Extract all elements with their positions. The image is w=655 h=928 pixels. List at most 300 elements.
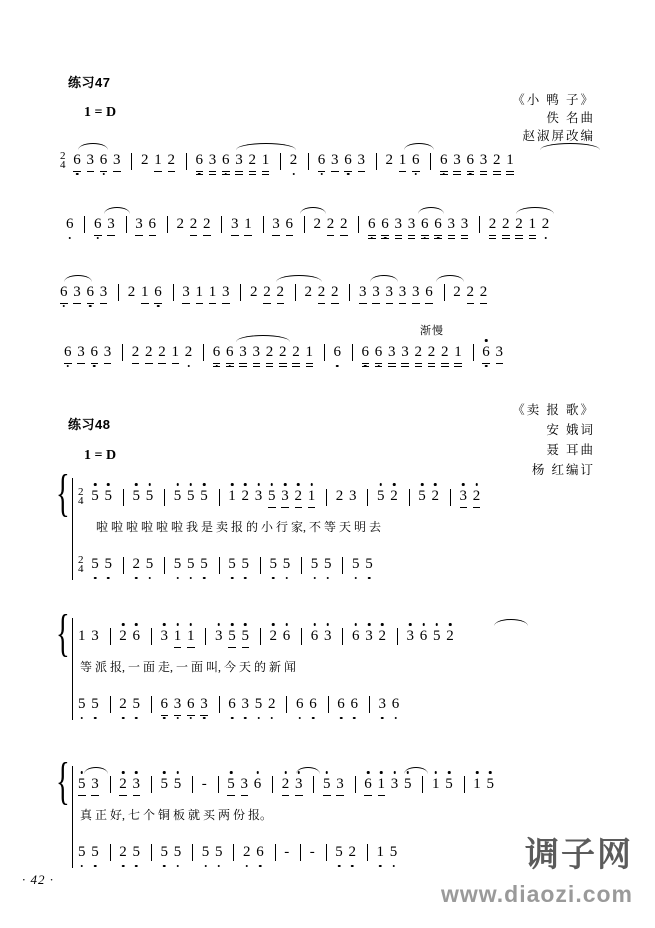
note: 3: [77, 344, 85, 361]
note: 5: [323, 776, 331, 793]
barline: [342, 557, 343, 574]
barline: [473, 344, 474, 361]
note: 3: [391, 776, 399, 793]
note: 6: [318, 152, 326, 169]
note: 2: [132, 344, 140, 361]
note: 5: [352, 556, 360, 573]
note: 2: [502, 216, 510, 233]
note: 6: [100, 152, 108, 169]
note: 5: [161, 844, 169, 861]
note: 2: [489, 216, 497, 233]
note: 5: [433, 628, 441, 645]
note: 2: [250, 284, 258, 300]
note: 3: [91, 628, 99, 644]
slur: [436, 275, 464, 282]
barline: [123, 489, 124, 506]
note: 3: [395, 216, 403, 233]
barline: [110, 776, 111, 793]
exercise-47-credit-1: 佚 名曲: [546, 111, 595, 125]
slur: [78, 143, 108, 150]
note: 3: [365, 628, 373, 645]
note: 5: [200, 488, 208, 505]
note: 6: [226, 344, 234, 361]
note: 6: [362, 344, 370, 361]
note: 2: [292, 344, 300, 361]
note: 2: [304, 284, 312, 300]
barline: [167, 216, 168, 233]
note: 5: [227, 776, 235, 793]
page-number: · 42 ·: [22, 872, 54, 887]
note: 3: [379, 696, 387, 713]
note: 5: [215, 844, 223, 861]
barline: [123, 557, 124, 574]
note: 3: [372, 284, 380, 301]
note: 6: [381, 216, 389, 233]
note: 3: [242, 696, 250, 713]
note: 2: [335, 488, 344, 505]
note: 3: [359, 284, 367, 301]
note: 3: [241, 776, 249, 793]
note: 5: [228, 628, 236, 645]
barline: [301, 628, 302, 645]
ex47-staff-row-1: [60, 152, 516, 170]
slur: [418, 207, 444, 214]
note: 2: [493, 152, 501, 169]
tempo-marking: 渐慢: [420, 325, 444, 337]
barline: [118, 284, 119, 301]
slur: [296, 767, 320, 774]
note: 3: [255, 488, 263, 505]
barline: [349, 284, 350, 301]
note: 6: [161, 696, 169, 713]
note: 1: [399, 152, 407, 169]
note: 2: [441, 344, 449, 361]
slur: [516, 207, 554, 214]
note: 5: [146, 488, 154, 505]
barline: [233, 844, 234, 861]
system-barline: [72, 618, 73, 720]
barline: [164, 489, 165, 506]
slur: [494, 619, 528, 626]
note: 3: [100, 284, 108, 301]
note: 3: [174, 696, 182, 713]
note: 2: [282, 776, 290, 793]
note: 6: [64, 344, 72, 361]
barline: [422, 776, 423, 793]
note: 6: [392, 696, 400, 713]
note: 2: [318, 284, 326, 301]
barline: [131, 153, 132, 170]
system-barline: [72, 478, 73, 580]
slur: [404, 767, 428, 774]
slur: [236, 335, 290, 342]
note: 6: [187, 696, 195, 713]
note: 1: [154, 152, 162, 169]
barline: [308, 153, 309, 170]
barline: [430, 153, 431, 170]
note: 2: [515, 216, 523, 233]
time-signature: 2 4: [78, 486, 84, 507]
note: 2: [415, 344, 423, 361]
note: 5: [283, 556, 291, 573]
note: 2: [467, 284, 475, 301]
note: 5: [78, 776, 86, 793]
note: 2: [349, 844, 357, 861]
note: 5: [78, 844, 86, 861]
note: 6: [421, 216, 429, 233]
note: 2: [119, 696, 127, 713]
note: 2: [385, 152, 393, 169]
barline: [221, 216, 222, 233]
note: 5: [418, 488, 426, 505]
note: 3: [386, 284, 394, 301]
note: 3: [239, 344, 247, 361]
barline: [272, 776, 273, 793]
note: 6: [368, 216, 376, 233]
barline: [342, 628, 343, 645]
note: 3: [408, 216, 416, 233]
note: 3: [496, 344, 504, 361]
note: 6: [154, 284, 162, 301]
note: 2: [242, 488, 250, 505]
barline: [313, 776, 314, 793]
note: 2: [127, 284, 136, 300]
note: 5: [91, 844, 99, 861]
slur: [104, 207, 130, 214]
barline: [218, 776, 219, 793]
barline: [122, 344, 123, 361]
note: 2: [243, 844, 251, 861]
note: 6: [364, 776, 372, 793]
note: 6: [254, 776, 262, 793]
barline: [219, 489, 220, 506]
barline: [304, 216, 305, 233]
slur: [236, 143, 296, 150]
time-signature: 2 4: [78, 554, 84, 575]
barline: [397, 628, 398, 645]
note: 2: [432, 488, 440, 505]
note: 5: [377, 488, 385, 505]
barline: [240, 284, 241, 301]
note: 5: [78, 696, 86, 713]
note: 2: [270, 628, 278, 645]
exercise-47-title: 练习47: [68, 75, 111, 90]
note: 5: [161, 776, 169, 793]
ex48-sys1-treble: [78, 488, 482, 506]
barline: [164, 557, 165, 574]
note: 5: [390, 844, 398, 861]
note: 6: [420, 628, 428, 645]
note: 1: [141, 284, 149, 301]
barline: [110, 628, 111, 645]
note: 3: [113, 152, 121, 169]
note: 3: [161, 628, 169, 645]
note: 6: [228, 696, 236, 713]
barline: [173, 284, 174, 301]
note: 3: [407, 628, 415, 645]
system-barline: [72, 766, 73, 868]
barline: [219, 696, 220, 713]
barline: [203, 344, 204, 361]
note: 6: [286, 216, 294, 233]
barline: [110, 696, 111, 713]
note: 3: [461, 216, 469, 233]
note: 5: [311, 556, 319, 573]
note: -: [201, 776, 207, 792]
note: 2: [340, 216, 348, 233]
note: 6: [73, 152, 81, 169]
time-signature: 2 4: [60, 150, 66, 171]
barline: [367, 489, 368, 506]
exercise-48-title: 练习48: [68, 417, 111, 432]
note: 2: [119, 844, 127, 861]
note: 5: [105, 488, 113, 505]
note: 2: [119, 628, 127, 645]
note: 3: [453, 152, 461, 169]
note: 2: [390, 488, 398, 505]
note: 2: [266, 344, 274, 361]
note: 3: [358, 152, 366, 169]
note: 3: [388, 344, 396, 361]
note: 3: [324, 628, 332, 645]
note: 1: [187, 628, 195, 645]
note: 5: [133, 488, 141, 505]
barline: [280, 153, 281, 170]
barline: [326, 489, 327, 506]
note: 3: [448, 216, 456, 233]
note: 6: [94, 216, 102, 233]
note: 5: [335, 844, 343, 861]
barline: [151, 628, 152, 645]
ex48-sys3-bass: [78, 844, 399, 861]
note: 6: [283, 628, 291, 645]
barline: [192, 844, 193, 861]
note: 1: [262, 152, 270, 169]
barline: [367, 844, 368, 861]
note: 3: [133, 776, 141, 793]
barline: [355, 776, 356, 793]
note: 2: [428, 344, 436, 361]
ex47-staff-row-3: [60, 284, 489, 301]
note: 3: [215, 628, 223, 645]
note: 5: [365, 556, 373, 573]
barline: [151, 696, 152, 713]
note: 6: [149, 216, 157, 233]
note: 5: [146, 556, 154, 573]
slur: [370, 275, 398, 282]
note: 2: [119, 776, 127, 793]
note: 5: [242, 556, 250, 573]
note: 2: [203, 216, 211, 233]
ex48-sys1-bass: [78, 556, 375, 574]
note: 2: [446, 628, 454, 645]
note: 1: [209, 284, 217, 301]
system-brace: {: [56, 465, 70, 522]
note: 6: [344, 152, 352, 169]
ex48-sys3-lyrics: 真 正 好, 七 个 铜 板 就 买 两 份 报。: [80, 808, 273, 822]
ex48-sys3-treble: [78, 776, 496, 793]
note: 1: [454, 344, 462, 361]
note: 6: [467, 152, 475, 169]
note: 3: [399, 284, 407, 301]
note: 3: [222, 284, 230, 301]
barline: [358, 216, 359, 233]
note: 2: [268, 696, 276, 713]
note: 3: [460, 488, 468, 505]
barline: [301, 557, 302, 574]
note: 5: [174, 776, 182, 793]
note: 2: [176, 216, 184, 232]
exercise-47-key: 1 = D: [84, 105, 117, 120]
note: 6: [337, 696, 345, 713]
note: 5: [133, 844, 141, 861]
note: 2: [263, 284, 271, 301]
note: 3: [209, 152, 217, 169]
note: 6: [309, 696, 317, 713]
note: 5: [200, 556, 208, 573]
barline: [464, 776, 465, 793]
barline: [444, 284, 445, 301]
barline: [110, 844, 111, 861]
ex48-sys2-treble: [78, 628, 456, 645]
note: 3: [272, 216, 280, 233]
note: 3: [336, 776, 344, 793]
note: 1: [473, 776, 481, 793]
note: 5: [268, 488, 276, 505]
note: 1: [78, 628, 86, 644]
note: 5: [91, 696, 99, 713]
note: 1: [172, 344, 180, 361]
note: 3: [401, 344, 409, 361]
watermark-site-name: 调子网: [525, 836, 633, 874]
barline: [295, 284, 296, 301]
note: 3: [87, 152, 95, 169]
note: 1: [228, 488, 236, 505]
note: 5: [242, 628, 250, 645]
note: 5: [404, 776, 412, 793]
note: 5: [255, 696, 263, 713]
barline: [219, 557, 220, 574]
note: 5: [174, 556, 182, 573]
ex48-sys1-lyrics: 啦 啦 啦 啦 啦 啦 我 是 卖 报 的 小 行 家, 不 等 天 明 去: [96, 520, 382, 534]
note: 5: [270, 556, 278, 573]
barline: [326, 844, 327, 861]
note: 3: [281, 488, 289, 505]
barline: [328, 696, 329, 713]
note: 6: [213, 344, 221, 361]
note: 6: [296, 696, 304, 713]
note: 5: [324, 556, 332, 573]
note: 6: [60, 284, 68, 301]
note: 2: [249, 152, 257, 169]
exercise-48-credit-3: 杨 红编订: [531, 463, 595, 477]
slur: [64, 275, 92, 282]
note: 2: [185, 344, 193, 361]
note: 1: [306, 344, 314, 361]
note: -: [284, 844, 290, 860]
note: 1: [308, 488, 316, 505]
barline: [324, 344, 325, 361]
barline: [479, 216, 480, 233]
barline: [275, 844, 276, 861]
barline: [300, 844, 301, 861]
note: 3: [73, 284, 81, 301]
note: -: [309, 844, 315, 860]
note: 5: [105, 556, 113, 573]
note: 5: [174, 844, 182, 861]
note: 3: [253, 344, 261, 361]
note: 6: [133, 628, 141, 645]
note: 2: [290, 152, 298, 169]
note: 3: [349, 488, 357, 505]
note: 2: [133, 556, 141, 573]
note: 2: [331, 284, 339, 301]
exercise-48-credit-1: 安 娥词: [546, 423, 595, 437]
note: 6: [311, 628, 319, 645]
note: 2: [190, 216, 198, 233]
note: 6: [334, 344, 342, 361]
barline: [192, 776, 193, 793]
exercise-47-credit-0: 《小 鸭 子》: [512, 93, 595, 107]
barline: [151, 776, 152, 793]
note: 3: [231, 216, 239, 233]
note: 2: [327, 216, 335, 233]
note: 2: [279, 344, 287, 361]
slur: [84, 767, 108, 774]
note: 6: [256, 844, 264, 861]
barline: [369, 696, 370, 713]
ex47-staff-row-4: [64, 344, 505, 361]
note: 3: [235, 152, 243, 169]
note: 1: [244, 216, 252, 233]
note: 6: [352, 628, 360, 645]
note: 2: [542, 216, 550, 233]
note: 1: [529, 216, 537, 233]
note: 2: [158, 344, 166, 361]
system-brace: {: [56, 605, 70, 662]
note: 3: [295, 776, 303, 793]
exercise-48-key: 1 = D: [84, 448, 117, 463]
barline: [376, 153, 377, 170]
barline: [260, 628, 261, 645]
barline: [186, 153, 187, 170]
note: 1: [378, 776, 386, 793]
note: 2: [141, 152, 149, 169]
note: 3: [104, 344, 112, 361]
slur: [540, 143, 600, 150]
note: 3: [182, 284, 190, 301]
barline: [352, 344, 353, 361]
barline: [84, 216, 85, 233]
note: 6: [222, 152, 230, 169]
note: 2: [145, 344, 153, 361]
note: 2: [313, 216, 321, 232]
note: 5: [487, 776, 495, 793]
note: 5: [202, 844, 210, 861]
exercise-47-credit-2: 赵淑屏改编: [522, 129, 595, 143]
note: 6: [440, 152, 448, 169]
note: 6: [434, 216, 442, 233]
slur: [300, 207, 326, 214]
note: 3: [412, 284, 420, 301]
note: 5: [445, 776, 453, 793]
note: 1: [377, 844, 385, 861]
note: 1: [432, 776, 440, 793]
note: 6: [91, 344, 99, 361]
note: 2: [295, 488, 303, 505]
exercise-48-credit-0: 《卖 报 歌》: [512, 403, 595, 417]
note: 2: [379, 628, 387, 645]
